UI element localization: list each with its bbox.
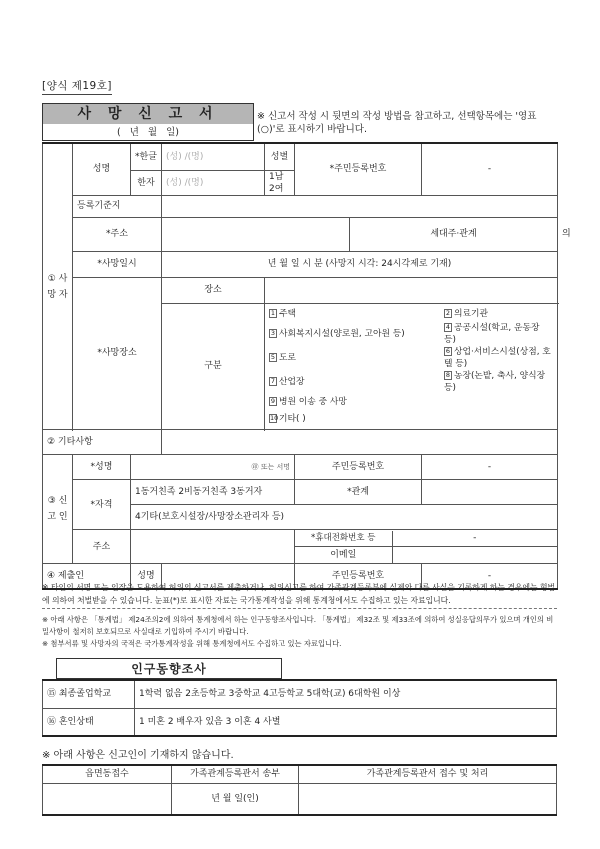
deceased-rrn-field[interactable]: -: [422, 143, 558, 195]
place-option-5[interactable]: 5 도로: [270, 353, 296, 363]
statistics-note-2: ※ 첨부서류 및 사망자의 국적은 국가통계작성을 위해 통계청에서도 수집하고 있는 자료입니다.: [42, 639, 342, 648]
hanja-name-field[interactable]: (성) /(명): [162, 170, 265, 195]
reporter-name-label: *성명: [73, 455, 131, 480]
education-label: ⑮ 최종졸업학교: [43, 680, 135, 708]
deceased-rrn-label: *주민등록번호: [295, 143, 422, 195]
sex-label: 성별: [265, 143, 295, 170]
place-option-9[interactable]: 9 병원 이송 중 사망: [270, 397, 347, 408]
sex-options[interactable]: 1남 2여: [265, 170, 295, 195]
submitter-name-label: 성명: [131, 564, 162, 589]
office-col-1: 읍면동접수: [43, 765, 172, 783]
office-cell-3: [299, 783, 557, 815]
household-label: 세대주·관계: [350, 217, 558, 251]
statistics-notes: [42, 614, 557, 650]
legal-warning: ※ 타인의 서명 또는 인장을 도용하여 허위의 신고서를 제출하거나, 허위신고를 하여 가족관계등록부에 실제와 다른 사실을 기록하게 하는 경우에는 형법에 의하여 처벌받을 수 있습니다. 눈표(*)로 표시한 자료는 국가통계작성을 위해 통계청에서도 수집하고 있는 자료입니다.: [42, 583, 556, 605]
form-title-box: [42, 103, 254, 141]
registration-base-label: 등록기준지: [73, 195, 162, 217]
office-date-seal: 년 월 일(인): [172, 783, 299, 815]
death-report-table: ① 사 망 자 성명 *한글 (성) /(명) 성별 *주민등록번호 - 한자 (성) /(명) 1남 2여 등록기준지 *주소 세대주·관계 의 *사망일시 년 월 일 시 분 (사망지 시각: 24시각제로 기재) *사망장소 장소 구분 1 주택 2 의료기관 3 사회복지시설(양로원, 고아원 등) 4 공공시설(학교, 운동장 등) 5 도로 6 상업·서비스시설(상점, 호텔 등) 7 산업장 8 농장(논밭, 축사, 양식장 등) 9 병원 이송 중 사망 10기타( ) ② 기타사항 ③ 신 고 인 *성명 ㊞ 또는 서명 주민등록번호 - *자격 1동거친족 2비동거친족 3동거자 *관계 4기타(보호시설장/사망장소관리자 등) 주소 *휴대전화번호 등 - 이메일 ④ 제출인 성명 주민등록번호 -: [42, 142, 558, 590]
hangul-label: *한글: [131, 143, 162, 170]
place-option-6[interactable]: 6 상업·서비스시설(상점, 호텔 등): [444, 347, 551, 369]
form-date-line: ( 년 월 일): [116, 127, 179, 138]
form-title: 사 망 신 고 서: [43, 104, 253, 124]
qualification-options-2[interactable]: 4기타(보호시설장/사망장소관리자 등): [131, 505, 558, 530]
place-option-8[interactable]: 8 농장(논밭, 축사, 양식장 등): [444, 371, 546, 393]
statistics-note-1: ※ 아래 사항은 「통계법」 제24조의2에 의하여 통계청에서 하는 인구동향조사입니다. 「통계법」 제32조 및 제33조에 의하여 성실응답의무가 있으며 개인의 비밀사항이 철저히 보호되므로 사실대로 기입하여 주시기 바랍니다.: [42, 615, 554, 636]
place-option-4[interactable]: 4 공공시설(학교, 운동장 등): [444, 323, 540, 345]
place-field[interactable]: [265, 277, 558, 303]
hangul-name-field[interactable]: (성) /(명): [162, 143, 265, 170]
place-option-2[interactable]: 2 의료기관: [445, 308, 488, 319]
place-sub-label: 장소: [162, 277, 265, 303]
phone-field[interactable]: -: [392, 531, 557, 547]
reporter-qualification-label: *자격: [73, 480, 131, 530]
other-label: ② 기타사항: [43, 430, 162, 455]
reporter-rrn-field[interactable]: -: [422, 455, 558, 480]
place-type-label: 구분: [162, 303, 265, 430]
death-time-label: *사망일시: [73, 251, 162, 277]
survey-title: 인구동향조사: [56, 658, 282, 679]
submitter-label: ④ 제출인: [43, 564, 131, 589]
email-label: 이메일: [330, 549, 357, 560]
place-option-3[interactable]: 3 사회복지시설(양로원, 고아원 등): [270, 329, 405, 339]
relation-field[interactable]: [422, 480, 558, 505]
submitter-rrn-label: 주민등록번호: [295, 564, 422, 589]
marital-options[interactable]: 1 미혼 2 배우자 있음 3 이혼 4 사별: [135, 708, 557, 736]
marital-label: ⑯ 혼인상태: [43, 708, 135, 736]
death-time-field[interactable]: 년 월 일 시 분 (사망지 시각: 24시각제로 기재): [162, 251, 558, 277]
address-field[interactable]: [162, 217, 350, 251]
place-option-10[interactable]: 10기타( ): [270, 413, 306, 424]
divider: [42, 608, 557, 609]
place-option-1[interactable]: 1 주택: [270, 308, 296, 319]
office-notice: ※ 아래 사항은 신고인이 기재하지 않습니다.: [42, 750, 234, 761]
reporter-address-field[interactable]: [131, 530, 295, 564]
office-col-3: 가족관계등록관서 접수 및 처리: [299, 765, 557, 783]
form-code: [양식 제19호]: [42, 78, 112, 95]
email-field[interactable]: [392, 547, 557, 563]
office-table: [42, 764, 557, 816]
deceased-section-label: ① 사 망 자: [43, 143, 73, 430]
registration-base-field[interactable]: [162, 195, 558, 217]
top-notice: ※ 신고서 작성 시 뒷면의 작성 방법을 참고하고, 선택항목에는 '영표(○)'로 표시하기 바랍니다.: [257, 111, 537, 135]
other-field[interactable]: [162, 430, 558, 455]
place-option-7[interactable]: 7 산업장: [270, 377, 305, 387]
submitter-rrn-field[interactable]: -: [422, 564, 558, 589]
hanja-label: 한자: [131, 170, 162, 195]
reporter-name-field[interactable]: ㊞ 또는 서명: [131, 455, 295, 480]
death-place-label: *사망장소: [73, 277, 162, 430]
reporter-section-label: ③ 신 고 인: [43, 455, 73, 564]
survey-table: [42, 679, 557, 737]
office-cell-1: [43, 783, 172, 815]
qualification-options-1[interactable]: 1동거친족 2비동거친족 3동거자: [131, 480, 295, 505]
reporter-rrn-label: 주민등록번호: [295, 455, 422, 480]
reporter-address-label: 주소: [73, 530, 131, 564]
education-options[interactable]: 1학력 없음 2초등학교 3중학교 4고등학교 5대학(교) 6대학원 이상: [135, 680, 557, 708]
name-label: 성명: [73, 143, 131, 195]
phone-label: *휴대전화번호 등: [295, 531, 392, 547]
contact-block: [295, 530, 558, 564]
address-label: *주소: [73, 217, 162, 251]
office-col-2: 가족관계등록관서 송부: [172, 765, 299, 783]
place-type-options: [265, 303, 558, 430]
relation-label: *관계: [295, 480, 422, 505]
